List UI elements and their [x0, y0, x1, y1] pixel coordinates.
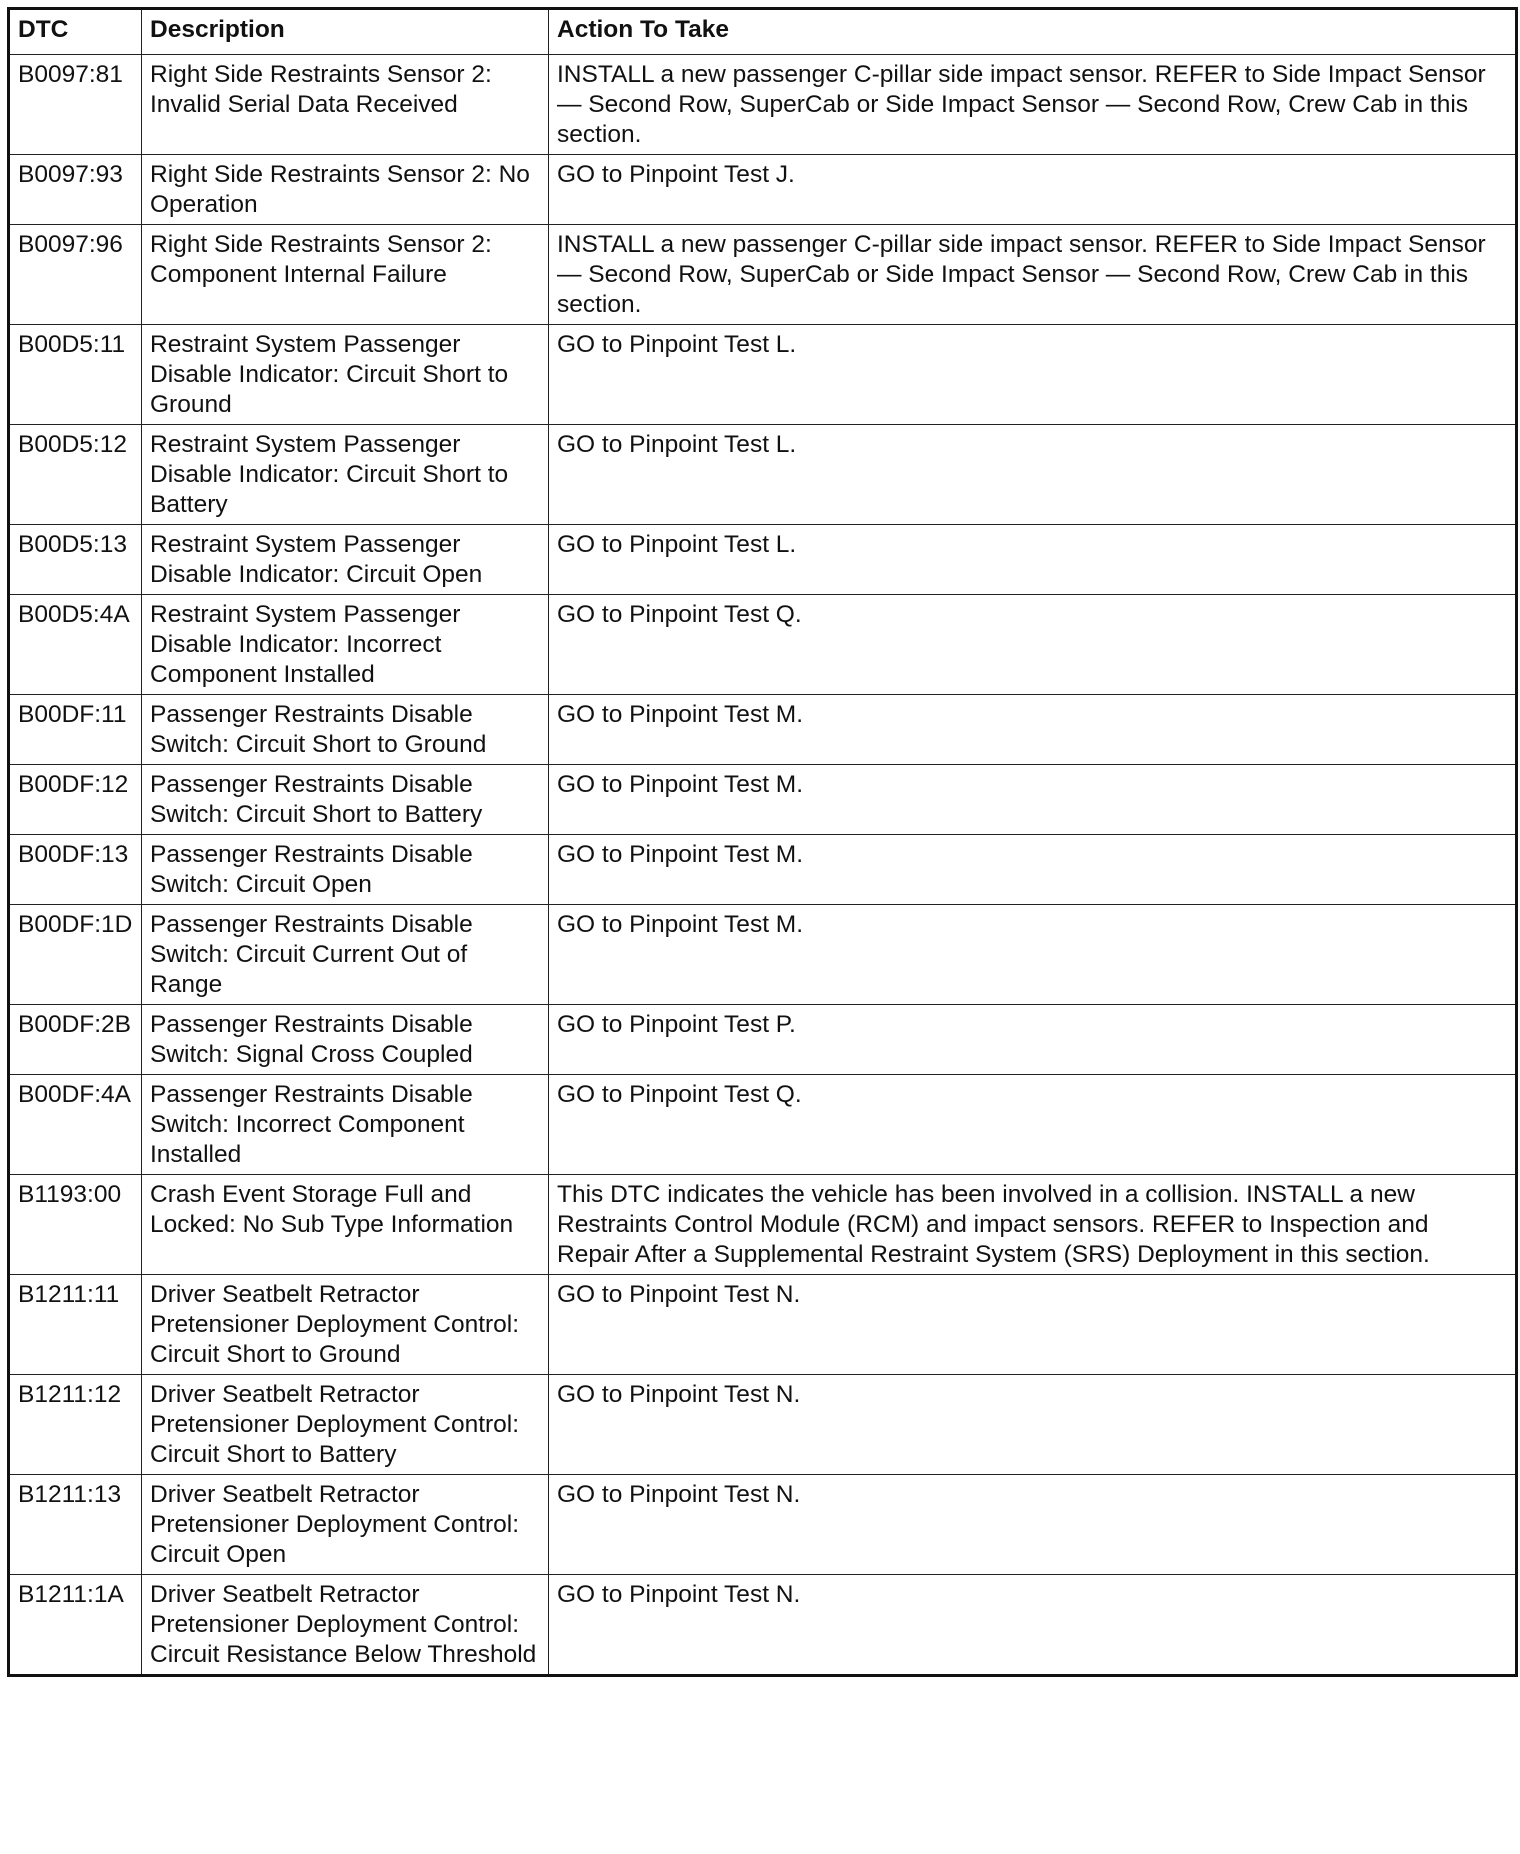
description-cell: Driver Seatbelt Retractor Pretensioner Deployment Control: Circuit Resistance Below Threshold	[142, 1575, 549, 1676]
description-cell: Passenger Restraints Disable Switch: Incorrect Component Installed	[142, 1075, 549, 1175]
dtc-cell: B00DF:11	[9, 695, 142, 765]
action-cell: INSTALL a new passenger C-pillar side impact sensor. REFER to Side Impact Sensor — Second Row, SuperCab or Side Impact Sensor — Second Row, Crew Cab in this section.	[549, 55, 1517, 155]
action-cell: GO to Pinpoint Test N.	[549, 1475, 1517, 1575]
action-cell: GO to Pinpoint Test N.	[549, 1575, 1517, 1676]
table-row	[9, 835, 1517, 905]
dtc-cell: B1211:12	[9, 1375, 142, 1475]
description-cell: Passenger Restraints Disable Switch: Signal Cross Coupled	[142, 1005, 549, 1075]
description-cell: Right Side Restraints Sensor 2: Invalid Serial Data Received	[142, 55, 549, 155]
table-row	[9, 1375, 1517, 1475]
description-cell: Right Side Restraints Sensor 2: Component Internal Failure	[142, 225, 549, 325]
description-cell: Passenger Restraints Disable Switch: Circuit Short to Battery	[142, 765, 549, 835]
action-cell: GO to Pinpoint Test L.	[549, 425, 1517, 525]
table-row	[9, 55, 1517, 155]
header-action: Action To Take	[549, 9, 1517, 55]
description-cell: Restraint System Passenger Disable Indicator: Incorrect Component Installed	[142, 595, 549, 695]
header-dtc: DTC	[9, 9, 142, 55]
dtc-cell: B0097:96	[9, 225, 142, 325]
table-row	[9, 1005, 1517, 1075]
dtc-cell: B00DF:2B	[9, 1005, 142, 1075]
dtc-cell: B00D5:4A	[9, 595, 142, 695]
dtc-cell: B0097:81	[9, 55, 142, 155]
table-row	[9, 225, 1517, 325]
table-row	[9, 525, 1517, 595]
action-cell: GO to Pinpoint Test Q.	[549, 595, 1517, 695]
action-cell: GO to Pinpoint Test M.	[549, 835, 1517, 905]
action-cell: GO to Pinpoint Test M.	[549, 695, 1517, 765]
description-cell: Right Side Restraints Sensor 2: No Operation	[142, 155, 549, 225]
dtc-cell: B00DF:13	[9, 835, 142, 905]
table-row	[9, 325, 1517, 425]
action-cell: GO to Pinpoint Test L.	[549, 525, 1517, 595]
description-cell: Restraint System Passenger Disable Indicator: Circuit Short to Ground	[142, 325, 549, 425]
action-cell: GO to Pinpoint Test N.	[549, 1275, 1517, 1375]
action-cell: GO to Pinpoint Test N.	[549, 1375, 1517, 1475]
dtc-cell: B00DF:4A	[9, 1075, 142, 1175]
action-cell: GO to Pinpoint Test M.	[549, 765, 1517, 835]
description-cell: Driver Seatbelt Retractor Pretensioner Deployment Control: Circuit Open	[142, 1475, 549, 1575]
dtc-cell: B00D5:11	[9, 325, 142, 425]
action-cell: This DTC indicates the vehicle has been involved in a collision. INSTALL a new Restraints Control Module (RCM) and impact sensors. REFER to Inspection and Repair After a Supplemental Restraint System (SRS) Deployment in this section.	[549, 1175, 1517, 1275]
table-row	[9, 765, 1517, 835]
table-row	[9, 155, 1517, 225]
table-row	[9, 1575, 1517, 1676]
dtc-cell: B1211:1A	[9, 1575, 142, 1676]
table-header	[9, 9, 1517, 55]
table-row	[9, 1275, 1517, 1375]
action-cell: INSTALL a new passenger C-pillar side impact sensor. REFER to Side Impact Sensor — Second Row, SuperCab or Side Impact Sensor — Second Row, Crew Cab in this section.	[549, 225, 1517, 325]
description-cell: Restraint System Passenger Disable Indicator: Circuit Open	[142, 525, 549, 595]
dtc-cell: B1193:00	[9, 1175, 142, 1275]
dtc-cell: B1211:11	[9, 1275, 142, 1375]
description-cell: Driver Seatbelt Retractor Pretensioner Deployment Control: Circuit Short to Ground	[142, 1275, 549, 1375]
description-cell: Driver Seatbelt Retractor Pretensioner Deployment Control: Circuit Short to Battery	[142, 1375, 549, 1475]
table-row	[9, 1475, 1517, 1575]
dtc-cell: B00DF:12	[9, 765, 142, 835]
dtc-cell: B0097:93	[9, 155, 142, 225]
table-row	[9, 425, 1517, 525]
header-row	[9, 9, 1517, 55]
action-cell: GO to Pinpoint Test J.	[549, 155, 1517, 225]
action-cell: GO to Pinpoint Test Q.	[549, 1075, 1517, 1175]
dtc-cell: B00D5:13	[9, 525, 142, 595]
table-row	[9, 905, 1517, 1005]
header-description: Description	[142, 9, 549, 55]
description-cell: Passenger Restraints Disable Switch: Circuit Short to Ground	[142, 695, 549, 765]
description-cell: Passenger Restraints Disable Switch: Circuit Current Out of Range	[142, 905, 549, 1005]
table-row	[9, 595, 1517, 695]
description-cell: Passenger Restraints Disable Switch: Circuit Open	[142, 835, 549, 905]
dtc-cell: B00DF:1D	[9, 905, 142, 1005]
dtc-table	[7, 7, 1518, 1677]
table-row	[9, 695, 1517, 765]
table-body	[9, 55, 1517, 1676]
description-cell: Crash Event Storage Full and Locked: No Sub Type Information	[142, 1175, 549, 1275]
action-cell: GO to Pinpoint Test P.	[549, 1005, 1517, 1075]
table-row	[9, 1175, 1517, 1275]
action-cell: GO to Pinpoint Test M.	[549, 905, 1517, 1005]
table-row	[9, 1075, 1517, 1175]
dtc-cell: B00D5:12	[9, 425, 142, 525]
action-cell: GO to Pinpoint Test L.	[549, 325, 1517, 425]
description-cell: Restraint System Passenger Disable Indicator: Circuit Short to Battery	[142, 425, 549, 525]
dtc-cell: B1211:13	[9, 1475, 142, 1575]
